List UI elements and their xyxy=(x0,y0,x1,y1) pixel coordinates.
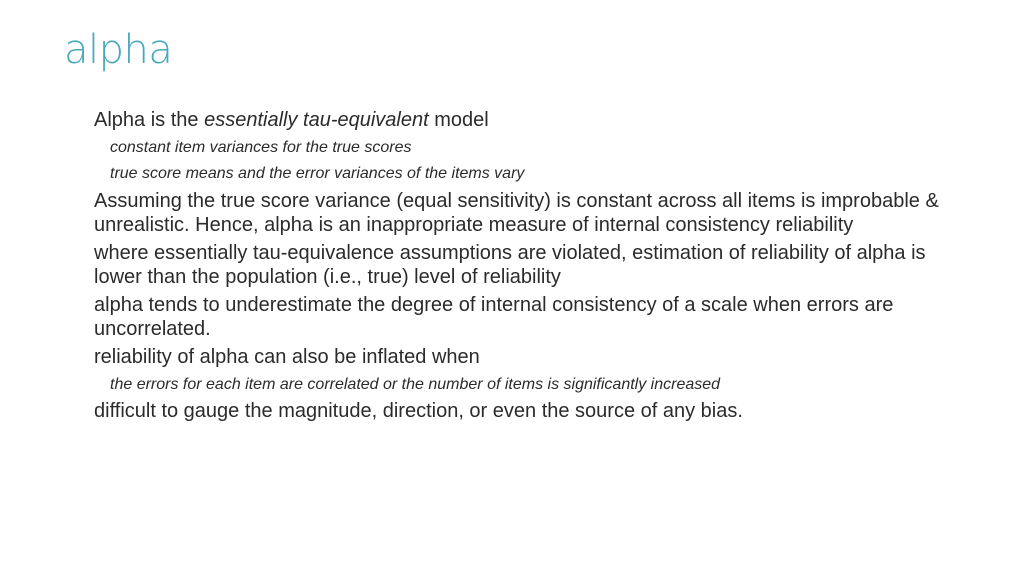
slide-title: alpha xyxy=(64,27,173,73)
bullet-1-text-after: model xyxy=(428,109,489,131)
bullet-5: reliability of alpha can also be inflated when xyxy=(94,346,480,368)
bullet-3: where essentially tau-equivalence assumptions are violated, estimation of reliability of alpha is lower than the population (i.e., true) level of reliability xyxy=(94,242,926,288)
slide-body xyxy=(94,108,974,427)
sub-bullet-2: true score means and the error variances of the items vary xyxy=(110,165,525,182)
bullet-2: Assuming the true score variance (equal sensitivity) is constant across all items is improbable & unrealistic. Hence, alpha is an inappropriate measure of internal consistency reliability xyxy=(94,190,939,236)
bullet-6: difficult to gauge the magnitude, direction, or even the source of any bias. xyxy=(94,400,743,422)
bullet-1 xyxy=(94,108,974,132)
bullet-1-text-before: Alpha is the xyxy=(94,109,205,131)
bullet-1-text-italic: essentially tau-equivalent xyxy=(204,109,429,131)
sub-bullet-1: constant item variances for the true scores xyxy=(110,139,412,156)
sub-bullet-3: the errors for each item are correlated or the number of items is significantly increased xyxy=(110,376,721,393)
bullet-4: alpha tends to underestimate the degree of internal consistency of a scale when errors are uncorrelated. xyxy=(94,294,894,340)
